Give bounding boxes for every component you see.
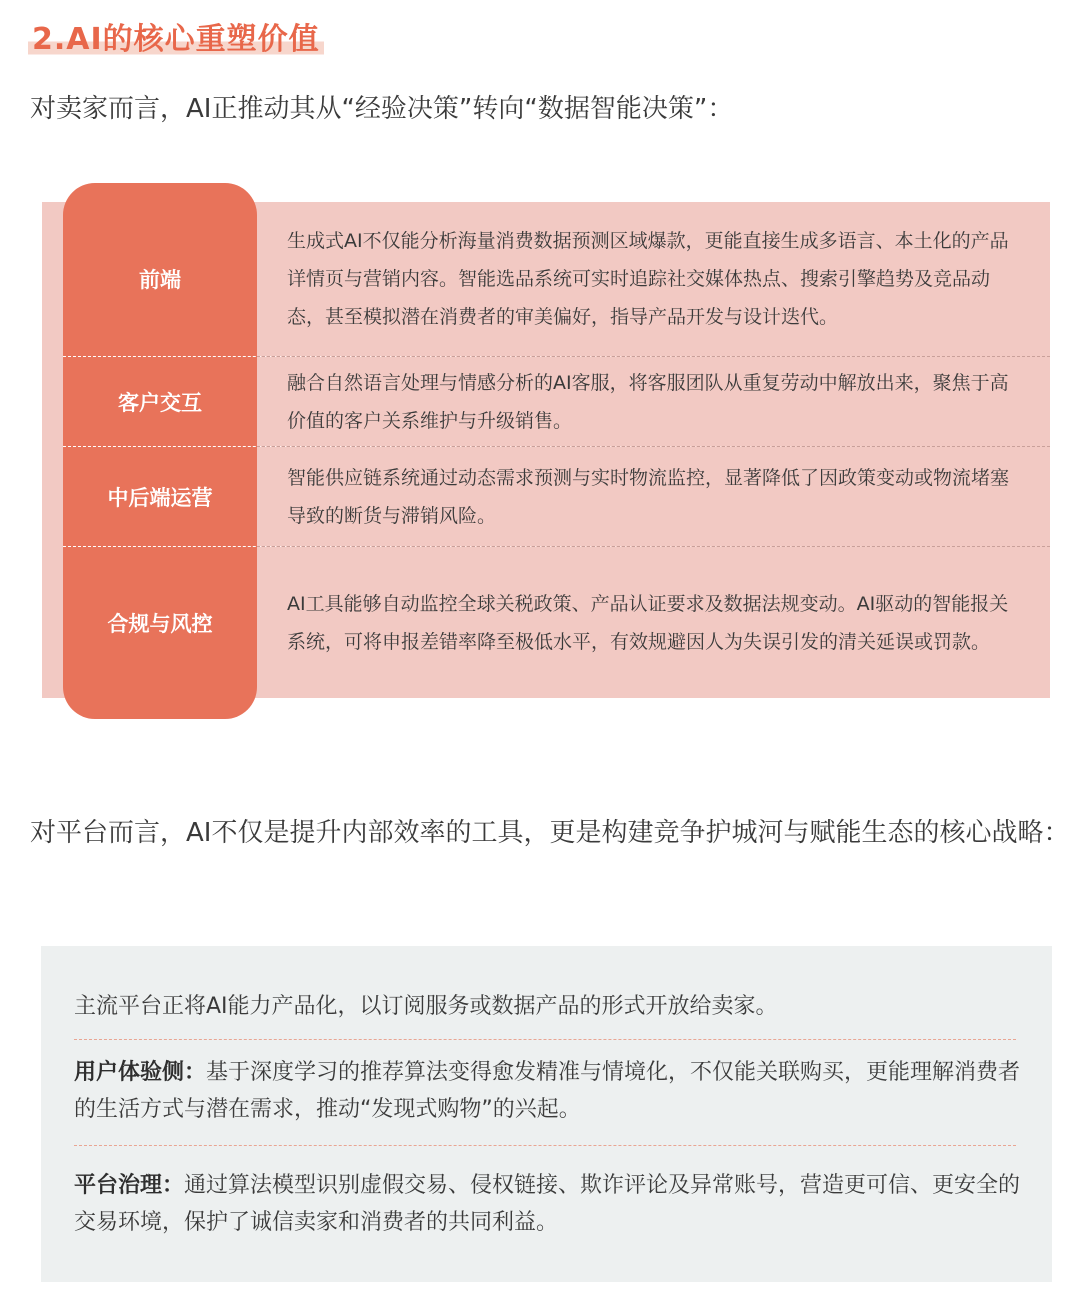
table-row [63,447,1050,546]
row-text: 智能供应链系统通过动态需求预测与实时物流监控，显著降低了因政策变动或物流堵塞导致的断货与滞销风险。 [287,466,1010,527]
platform-item-heading: 用户体验侧： [74,1060,207,1085]
platform-item-heading: 平台治理： [74,1173,185,1198]
row-text: 融合自然语言处理与情感分析的AI客服，将客服团队从重复劳动中解放出来，聚焦于高价值的客户关系维护与升级销售。 [287,371,1009,432]
row-text: AI工具能够自动监控全球关税政策、产品认证要求及数据法规变动。AI驱动的智能报关系统，可将申报差错率降至极低水平，有效规避因人为失误引发的清关延误或罚款。 [287,592,1009,653]
platform-item: 主流平台正将AI能力产品化，以订阅服务或数据产品的形式开放给卖家。 [74,994,778,1019]
platform-divider [74,1145,1016,1146]
section-title: 2.AI的核心重塑价值 [28,14,324,58]
table-row [63,202,1050,356]
row-label-operations: 中后端运营 [107,485,213,510]
row-label-frontend: 前端 [139,268,181,292]
platform-item: 用户体验侧：基于深度学习的推荐算法变得愈发精准与情境化，不仅能关联购买，更能理解消费者的生活方式与潜在需求，推动“发现式购物”的兴起。 [74,1060,1021,1122]
platform-item: 平台治理：通过算法模型识别虚假交易、侵权链接、欺诈评论及异常账号，营造更可信、更安全的交易环境，保护了诚信卖家和消费者的共同利益。 [74,1173,1021,1235]
table-row [63,357,1050,446]
platform-intro: 对平台而言，AI不仅是提升内部效率的工具，更是构建竞争护城河与赋能生态的核心战略： [30,818,1070,848]
row-text: 生成式AI不仅能分析海量消费数据预测区域爆款，更能直接生成多语言、本土化的产品详情页与营销内容。智能选品系统可实时追踪社交媒体热点、搜索引擎趋势及竞品动态，甚至模拟潜在消费者的审美偏好，指导产品开发与设计迭代。 [287,230,1009,328]
row-label-compliance: 合规与风控 [107,611,213,636]
platform-divider [74,1039,1016,1040]
row-label-customer-interaction: 客户交互 [118,390,202,415]
table-row [63,547,1050,698]
seller-intro: 对卖家而言，AI正推动其从“经验决策”转向“数据智能决策”： [30,94,734,124]
